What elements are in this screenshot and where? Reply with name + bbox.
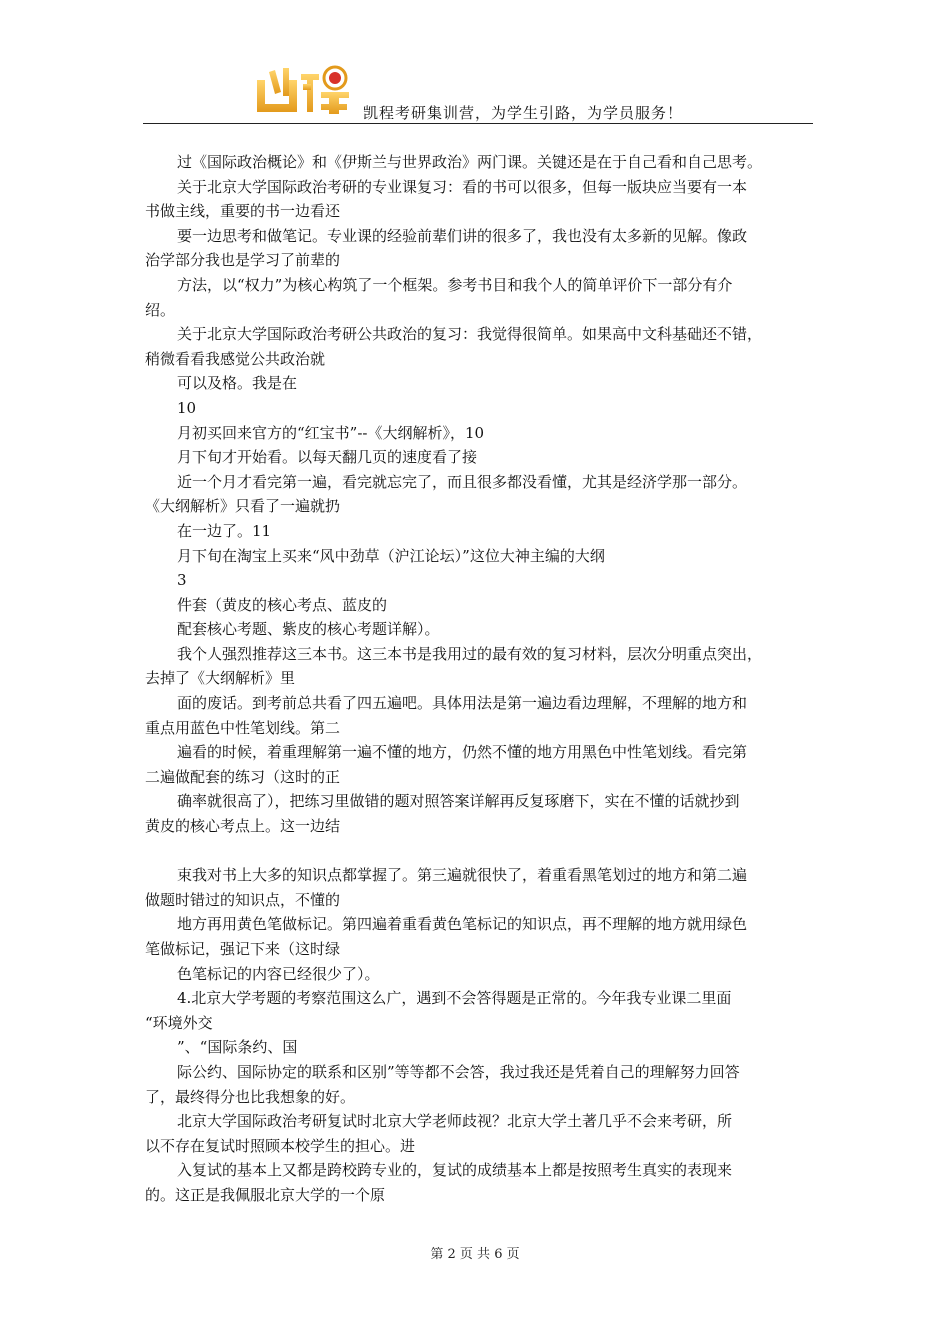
- text-line: 了，最终得分也比我想象的好。: [145, 1087, 356, 1106]
- text-line: 绍。: [145, 300, 176, 319]
- text-line: 我个人强烈推荐这三本书。这三本书是我用过的最有效的复习材料，层次分明重点突出，: [177, 644, 763, 663]
- text-line: 关于北京大学国际政治考研的专业课复习：看的书可以很多，但每一版块应当要有一本: [177, 177, 748, 196]
- text-line: 束我对书上大多的知识点都掌握了。第三遍就很快了，着重看黑笔划过的地方和第二遍: [177, 866, 748, 885]
- page-header: [143, 60, 813, 124]
- text-line: 月下旬在淘宝上买来“风中劲草（沪江论坛）”这位大神主编的大纲: [177, 546, 605, 565]
- text-line: 3: [177, 571, 187, 590]
- kaicheng-logo: [253, 62, 351, 118]
- text-line: 北京大学国际政治考研复试时北京大学老师歧视？北京大学土著几乎不会来考研，所: [177, 1112, 733, 1131]
- text-line: 月下旬才开始看。以每天翻几页的速度看了接: [177, 448, 478, 467]
- text-line: 稍微看看我感觉公共政治就: [145, 349, 326, 368]
- text-line: 的。这正是我佩服北京大学的一个原: [145, 1185, 386, 1204]
- text-line: 确率就很高了），把练习里做错的题对照答案详解再反复琢磨下，实在不懂的话就抄到: [177, 792, 740, 811]
- text-line: 配套核心考题、紫皮的核心考题详解）。: [177, 620, 440, 639]
- text-line: 可以及格。我是在: [177, 374, 298, 393]
- text-line: 遍看的时候，着重理解第一遍不懂的地方，仍然不懂的地方用黑色中性笔划线。看完第: [177, 743, 748, 762]
- text-line: 方法，以“权力”为核心构筑了一个框架。参考书目和我个人的简单评价下一部分有介: [177, 275, 733, 294]
- text-line: 治学部分我也是学习了前辈的: [145, 251, 341, 270]
- text-line: 在一边了。11: [177, 521, 272, 540]
- text-line: 过《国际政治概论》和《伊斯兰与世界政治》两门课。关键还是在于自己看和自己思考。: [177, 153, 763, 171]
- text-line: 二遍做配套的练习（这时的正: [145, 767, 341, 786]
- text-line: ”、“国际条约、国: [177, 1038, 298, 1057]
- text-line: 际公约、国际协定的联系和区别”等等都不会答，我过我还是凭着自己的理解努力回答: [177, 1062, 740, 1081]
- text-line: 以不存在复试时照顾本校学生的担心。进: [145, 1136, 416, 1155]
- text-line: 10: [177, 398, 197, 417]
- text-line: 近一个月才看完第一遍，看完就忘完了，而且很多都没看懂，尤其是经济学那一部分。: [177, 472, 748, 491]
- document-body: [145, 150, 810, 1208]
- page-number: 第 2 页 共 6 页: [430, 1247, 520, 1262]
- text-line: 面的废话。到考前总共看了四五遍吧。具体用法是第一遍边看边理解，不理解的地方和: [177, 694, 748, 713]
- text-line: 件套（黄皮的核心考点、蓝皮的: [177, 595, 388, 614]
- text-line: 4.北京大学考题的考察范围这么广，遇到不会答得题是正常的。今年我专业课二里面: [177, 989, 732, 1008]
- text-line: 入复试的基本上又都是跨校跨专业的，复试的成绩基本上都是按照考生真实的表现来: [177, 1161, 733, 1180]
- text-line: 书做主线，重要的书一边看还: [145, 202, 341, 221]
- text-line: 关于北京大学国际政治考研公共政治的复习：我觉得很简单。如果高中文科基础还不错，: [177, 325, 763, 344]
- text-line: 笔做标记，强记下来（这时绿: [145, 940, 341, 958]
- text-line: 做题时错过的知识点，不懂的: [145, 890, 341, 909]
- paragraph-gap: [145, 839, 810, 864]
- header-tagline: 凯程考研集训营，为学生引路，为学员服务！: [363, 104, 684, 122]
- text-line: “环境外交: [145, 1013, 213, 1032]
- text-line: 《大纲解析》只看了一遍就扔: [145, 497, 341, 516]
- text-line: 重点用蓝色中性笔划线。第二: [145, 718, 341, 737]
- header-divider: [143, 123, 813, 124]
- text-line: 地方再用黄色笔做标记。第四遍着重看黄色笔标记的知识点，再不理解的地方就用绿色: [177, 915, 748, 934]
- text-line: 黄皮的核心考点上。这一边结: [145, 817, 341, 836]
- text-line: 色笔标记的内容已经很少了）。: [177, 964, 380, 983]
- text-line: 要一边思考和做笔记。专业课的经验前辈们讲的很多了，我也没有太多新的见解。像政: [177, 226, 748, 245]
- text-line: 月初买回来官方的“红宝书”--《大纲解析》，10: [177, 423, 485, 442]
- text-line: 去掉了《大纲解析》里: [145, 669, 296, 688]
